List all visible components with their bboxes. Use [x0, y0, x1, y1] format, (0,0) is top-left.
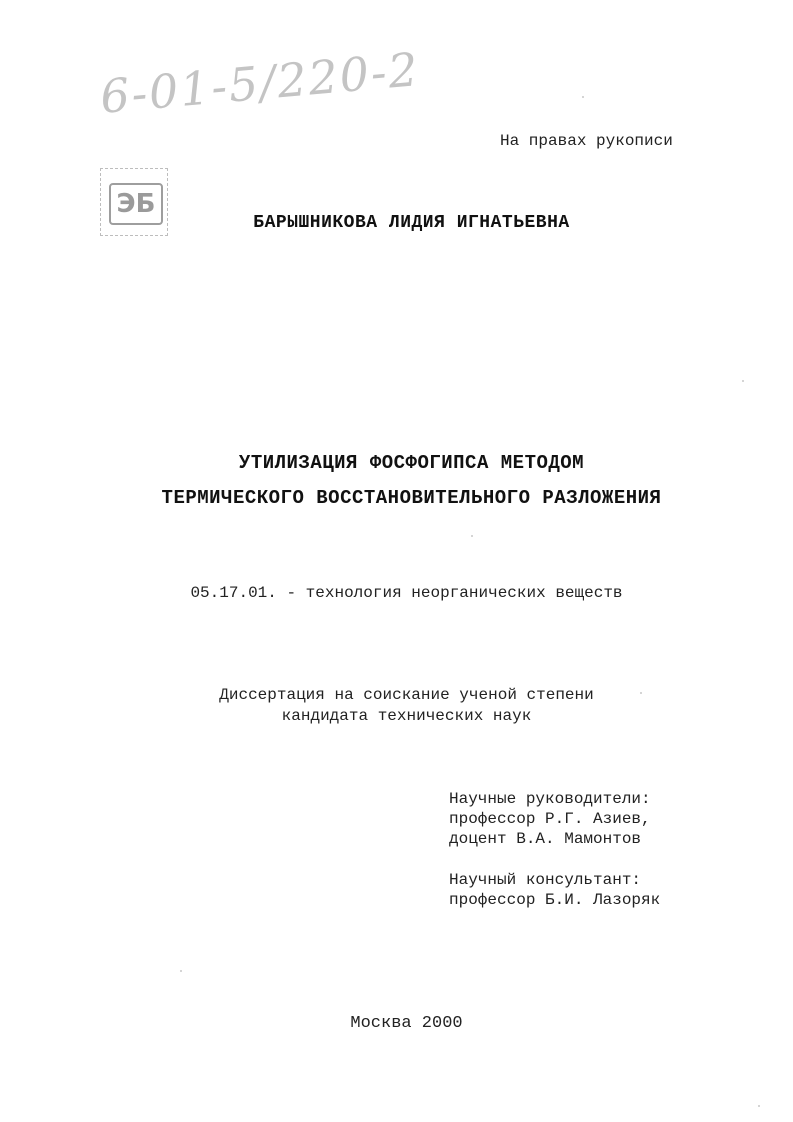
rights-notice: На правах рукописи [500, 132, 673, 150]
thesis-title-line-2: ТЕРМИЧЕСКОГО ВОССТАНОВИТЕЛЬНОГО РАЗЛОЖЕНИЯ [161, 487, 662, 509]
degree-line-2: кандидата технических наук [281, 707, 532, 725]
author-name: БАРЫШНИКОВА ЛИДИЯ ИГНАТЬЕВНА [253, 213, 570, 233]
scan-speck [742, 380, 744, 382]
supervisor-2: доцент В.А. Мамонтов [449, 830, 642, 848]
thesis-title-line-1: УТИЛИЗАЦИЯ ФОСФОГИПСА МЕТОДОМ [238, 452, 585, 474]
specialty-code: 05.17.01. - технология неорганических веществ [190, 584, 623, 602]
consultant-name: профессор Б.И. Лазоряк [449, 891, 661, 909]
city-year: Москва 2000 [350, 1014, 463, 1033]
scan-speck [758, 1105, 760, 1107]
supervisor-1: профессор Р.Г. Азиев, [449, 810, 651, 828]
scan-speck [582, 96, 584, 98]
scan-speck [640, 692, 642, 694]
stamp-logo: ЭБ [109, 183, 163, 225]
consultant-heading: Научный консультант: [449, 871, 642, 889]
supervisors-heading: Научные руководители: [449, 790, 651, 808]
scan-speck [180, 970, 182, 972]
degree-line-1: Диссертация на соискание ученой степени [219, 686, 594, 704]
handwritten-archive-number: 6-01-5/220-2 [98, 42, 422, 124]
scan-speck [471, 535, 473, 537]
